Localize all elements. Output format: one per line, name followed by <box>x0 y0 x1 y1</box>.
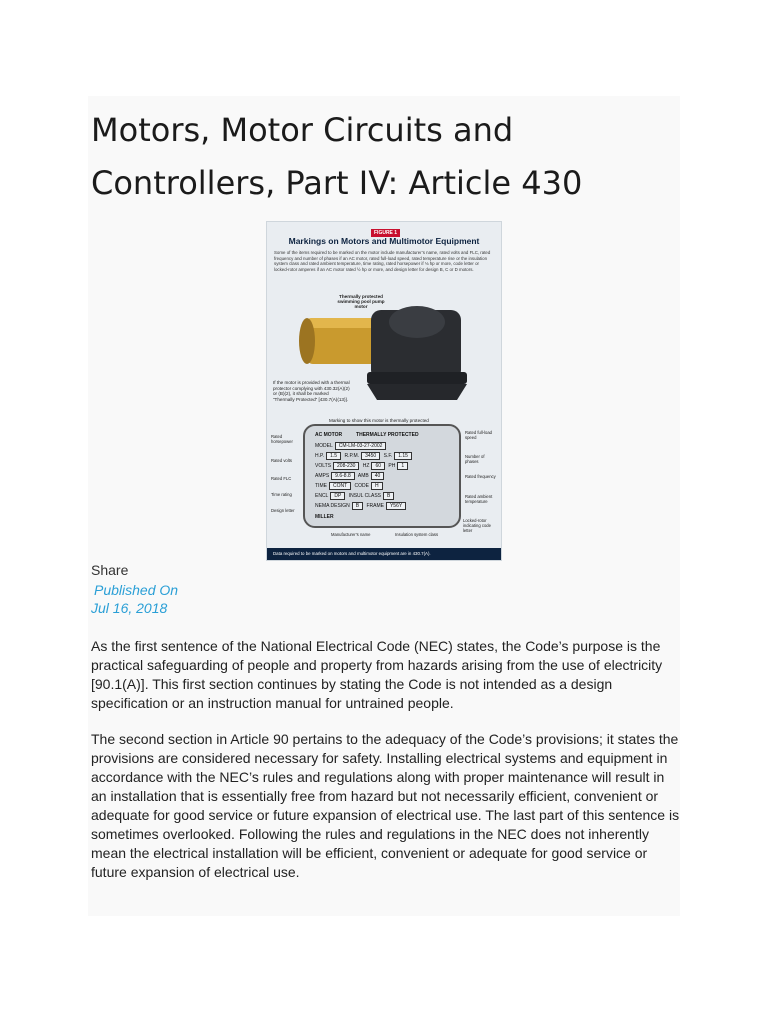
nameplate-row-time: TIME CONT CODE H <box>315 482 385 490</box>
nameplate-row-volts: VOLTS 208-230 HZ 60 PH 1 <box>315 462 410 470</box>
callout-frequency: Rated frequency <box>465 474 496 479</box>
callout-manufacturer: Manufacturer’s name <box>331 532 371 537</box>
nameplate-row-amps: AMPS 9.6-8.8 AMB 40 <box>315 472 386 480</box>
figure-description: Some of the items required to be marked on the motor include manufacturer’s name, rated volts and FLC, rated frequency and number of phases if an AC motor, rated full-load speed, rated temperature rise or the insulation system class and rated ambient temperature, time rating, rated horsepower if ⅛ hp or more, code letter or locked-rotor amperes if an AC motor rated ½ hp or more, and design letter for design B, C or D motors. <box>274 250 491 272</box>
article-paragraph-2: The second section in Article 90 pertains to the adequacy of the Code’s provisions; it states the provisions are considered necessary for safety. Installing electrical systems and equipment in accordance with the NEC’s rules and regulations along with proper maintenance will result in an installation that is essentially free from hazard but not necessarily efficient, convenient or adequate for good service or future expansion of electrical use. The last part of this sentence is sometimes overlooked. Following the rules and regulations in the NEC does not inherently mean the electrical installation will be efficient, convenient or adequate for good service or future expansion of electrical use. <box>91 731 680 880</box>
nameplate-header-row: AC MOTOR THERMALLY PROTECTED <box>315 432 419 438</box>
callout-phases: Number of phases <box>465 454 485 464</box>
callout-design-letter: Design letter <box>271 508 295 513</box>
nameplate-brand: MILLER <box>315 514 334 520</box>
share-link[interactable]: Share <box>91 562 129 578</box>
nameplate-row-encl: ENCL DP INSUL CLASS B <box>315 492 396 500</box>
figure-footer: Data required to be marked on motors and multimotor equipment are in 430.7(A). <box>267 548 501 560</box>
motor-nameplate <box>303 424 461 528</box>
callout-ambient: Rated ambient temperature <box>465 494 493 504</box>
callout-rated-volts: Rated volts <box>271 458 292 463</box>
callout-rated-flc: Rated FLC <box>271 476 292 481</box>
nameplate-row-nema: NEMA DESIGN B FRAME Y56Y <box>315 502 408 510</box>
nameplate-row-model: MODEL CM-LM-03-27-2002 <box>315 442 388 450</box>
marking-note: Marking to show this motor is thermally protected <box>329 418 429 423</box>
figure-title: Markings on Motors and Multimotor Equipment <box>288 236 480 246</box>
figure-image <box>266 221 502 561</box>
figure-badge: FIGURE 1 <box>371 229 400 237</box>
callout-rated-hp: Rated horsepower <box>271 434 293 444</box>
published-date: Jul 16, 2018 <box>91 600 168 616</box>
published-label: Published On <box>94 582 179 598</box>
article-paragraph-1: As the first sentence of the National Electrical Code (NEC) states, the Code’s purpose is the practical safeguarding of people and property from hazards arising from the use of electricity [90.1(A)]. This first section continues by stating the Code is not intended as a design specification or an instruction manual for untrained people. <box>91 638 663 711</box>
callout-insulation: Insulation system class <box>395 532 439 537</box>
callout-locked-rotor: Locked-rotor indicating code letter <box>463 518 491 533</box>
motor-label: Thermally protected swimming pool pump motor <box>337 294 385 309</box>
article-title: Motors, Motor Circuits and Controllers, Part IV: Article 430 <box>91 111 583 202</box>
callout-time-rating: Time rating <box>271 492 292 497</box>
thermal-note: If the motor is provided with a thermal protector complying with 430.32(A)(2) or (B)(2), it shall be marked “Thermally Protected” [430.7(A)(13)]. <box>273 380 350 402</box>
nameplate-row-hp: H.P. 1.5 R.P.M. 3450 S.F. 1.15 <box>315 452 414 460</box>
callout-full-load-speed: Rated full-load speed <box>465 430 493 440</box>
